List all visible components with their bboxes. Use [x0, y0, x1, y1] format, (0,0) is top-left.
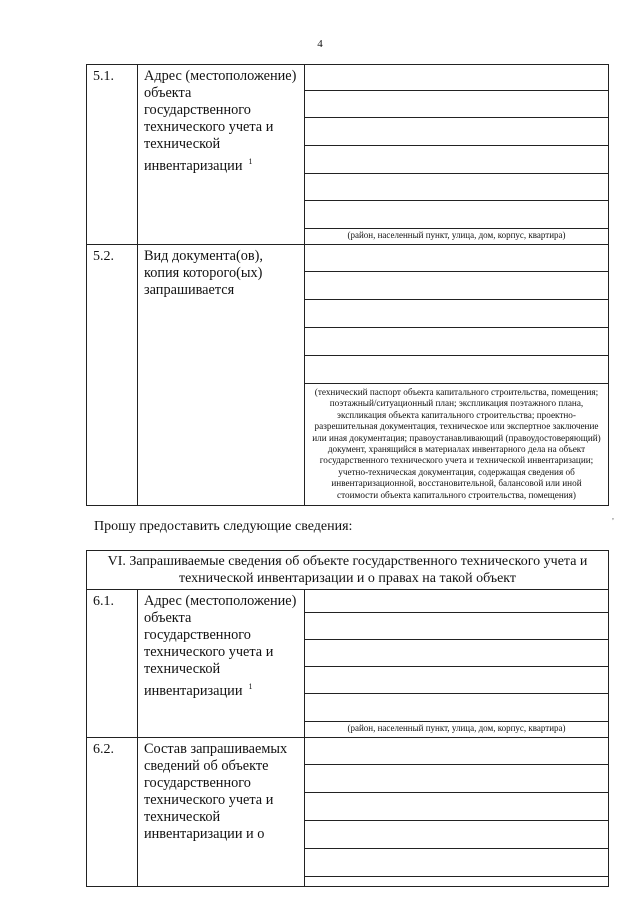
fill-line[interactable] — [305, 793, 608, 821]
row-5-2 — [87, 245, 609, 506]
row-6-2 — [87, 738, 609, 887]
footnote-marker: 1 — [248, 157, 253, 166]
fill-line[interactable] — [305, 667, 608, 694]
row-number: 6.2. — [87, 738, 138, 887]
fill-line[interactable] — [305, 91, 608, 118]
fill-line[interactable] — [305, 640, 608, 667]
fill-line[interactable] — [305, 821, 608, 849]
fill-line[interactable] — [305, 201, 608, 229]
fill-line[interactable] — [305, 146, 608, 174]
section-6-table — [86, 550, 609, 887]
row-label-text: Адрес (местоположение) объекта государственного технического учета и технической инвентаризации — [144, 593, 297, 699]
fill-area — [305, 738, 609, 887]
field-caption: (технический паспорт объекта капитального строительства, помещения; поэтажный/ситуационный план; экспликация поэтажного плана, экспликация объекта капитального строительства; проектно-разрешительная документация, техническое или экспертное заключение или иная документация; правоустанавливающий (правоудостоверяющий) документ, хранящийся в материалах инвентарного дела на объект государственного технического учета и технической инвентаризации; учетно-техническая документация, содержащая сведения об инвентаризационной, восстановительной, балансовой или иной стоимости объекта капитального строительства, помещения) — [312, 387, 601, 500]
section-6-header: VI. Запрашиваемые сведения об объекте государственного технического учета и технической инвентаризации и о правах на такой объект — [87, 551, 609, 590]
row-label — [138, 65, 305, 245]
row-number: 6.1. — [87, 590, 138, 738]
section-5-table — [86, 64, 609, 506]
fill-line[interactable] — [305, 694, 608, 722]
intro-text: Прошу предоставить следующие сведения: — [94, 519, 353, 534]
fill-line[interactable] — [305, 118, 608, 146]
fill-line[interactable] — [305, 590, 608, 613]
row-label — [138, 590, 305, 738]
row-label: Состав запрашиваемых сведений об объекте государственного технического учета и технической инвентаризации и о — [138, 738, 305, 887]
fill-line[interactable] — [305, 245, 608, 272]
section-6-header-row — [87, 551, 609, 590]
field-caption: (район, населенный пункт, улица, дом, корпус, квартира) — [347, 723, 566, 733]
fill-line[interactable] — [305, 328, 608, 356]
row-6-1 — [87, 590, 609, 738]
row-label-text: Адрес (местоположение) объекта государственного технического учета и технической инвентаризации — [144, 68, 297, 174]
fill-area — [305, 245, 609, 506]
row-label: Вид документа(ов), копия которого(ых) запрашивается — [138, 245, 305, 506]
scan-mark: , — [612, 512, 614, 521]
fill-line[interactable] — [305, 613, 608, 640]
fill-line[interactable] — [305, 65, 608, 91]
row-number: 5.2. — [87, 245, 138, 506]
fill-line[interactable] — [305, 356, 608, 384]
footnote-marker: 1 — [248, 682, 253, 691]
fill-line[interactable] — [305, 849, 608, 877]
fill-area — [305, 65, 609, 245]
fill-line[interactable] — [305, 300, 608, 328]
row-5-1 — [87, 65, 609, 245]
fill-line[interactable] — [305, 272, 608, 300]
row-number: 5.1. — [87, 65, 138, 245]
fill-line[interactable] — [305, 174, 608, 201]
fill-area — [305, 590, 609, 738]
field-caption: (район, населенный пункт, улица, дом, корпус, квартира) — [347, 230, 566, 240]
fill-line[interactable] — [305, 738, 608, 765]
page-number: 4 — [317, 38, 323, 50]
fill-line[interactable] — [305, 765, 608, 793]
